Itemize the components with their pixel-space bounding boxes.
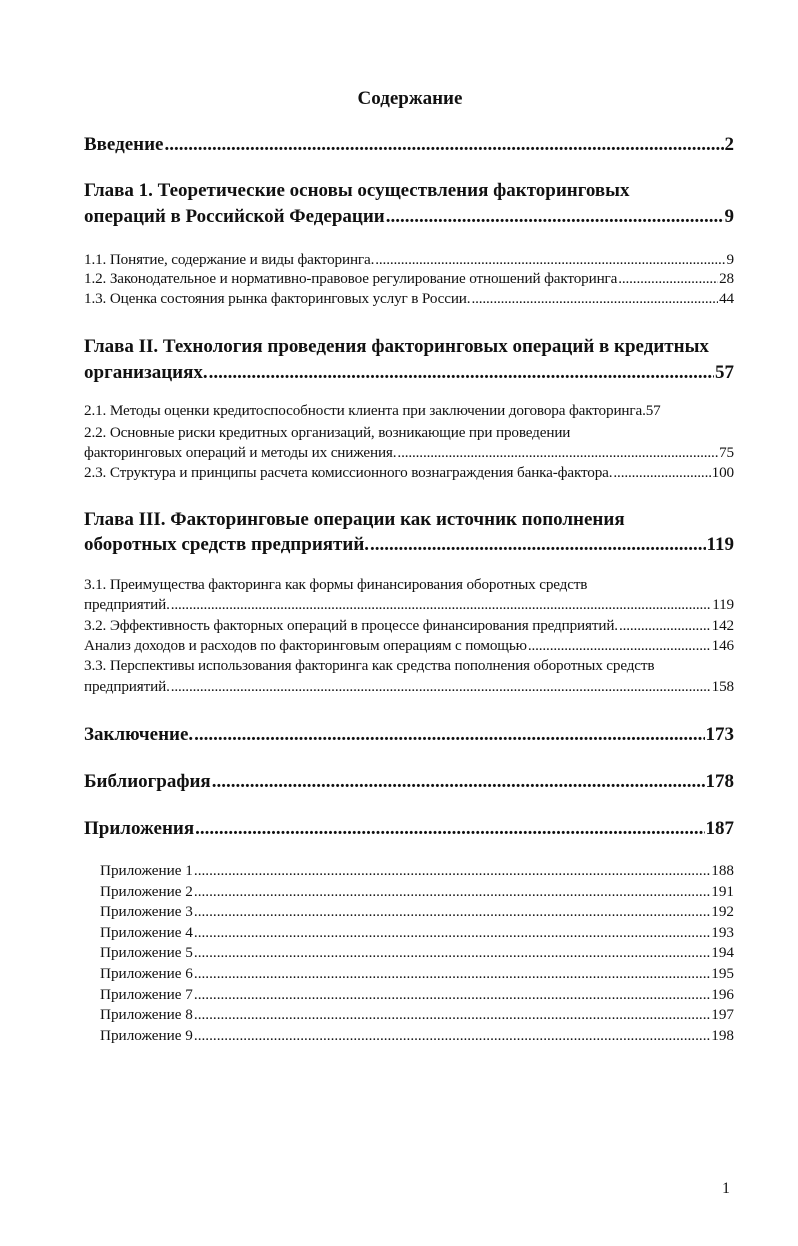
- leader-dots: [619, 617, 711, 635]
- toc-item-2-2[interactable]: [84, 444, 734, 462]
- entry-label: Анализ доходов и расходов по факторинговым операциям с помощью: [84, 637, 527, 654]
- entry-label: Приложение 1: [100, 862, 193, 879]
- toc-item-3-3[interactable]: [84, 678, 734, 696]
- entry-label: Введение: [84, 134, 164, 155]
- leader-dots: [194, 986, 710, 1004]
- entry-page: 119: [712, 596, 734, 613]
- entry-page: 196: [711, 986, 734, 1003]
- page-number: 1: [722, 1180, 730, 1197]
- entry-label: Приложение 5: [100, 944, 193, 961]
- toc-item-1-2[interactable]: [84, 270, 734, 288]
- toc-item-3-1-line1: 3.1. Преимущества факторинга как формы финансирования оборотных средств: [84, 576, 588, 593]
- entry-page: 194: [711, 944, 734, 961]
- toc-item-2-2-line1: 2.2. Основные риски кредитных организаций, возникающие при проведении: [84, 424, 571, 441]
- entry-label: Заключение.: [84, 724, 194, 745]
- toc-intro[interactable]: [84, 134, 734, 156]
- leader-dots: [194, 883, 710, 901]
- leader-dots: [370, 534, 706, 556]
- entry-label: 3.2. Эффективность факторных операций в процессе финансирования предприятий.: [84, 617, 618, 634]
- leader-dots: [471, 290, 718, 308]
- toc-item-3-1[interactable]: [84, 596, 734, 614]
- leader-dots: [613, 464, 710, 482]
- chapter1-title-line1: Глава 1. Теоретические основы осуществления факторинговых: [84, 180, 630, 201]
- entry-label: Приложения: [84, 818, 195, 839]
- entry-page: 197: [711, 1006, 734, 1023]
- leader-dots: [528, 637, 711, 655]
- page-title: Содержание: [357, 88, 463, 109]
- leader-dots: [386, 206, 724, 228]
- entry-label: Приложение 7: [100, 986, 193, 1003]
- entry-page: 75: [719, 444, 734, 461]
- toc-appendix-item[interactable]: [100, 924, 734, 942]
- toc-item-1-3[interactable]: [84, 290, 734, 308]
- toc-chapter1[interactable]: [84, 206, 734, 228]
- chapter2-title-line1: Глава II. Технология проведения факторинговых операций в кредитных: [84, 336, 709, 357]
- leader-dots: [171, 678, 711, 696]
- entry-label: операций в Российской Федерации: [84, 206, 385, 227]
- toc-item-3-2[interactable]: [84, 617, 734, 635]
- entry-label: 2.3. Структура и принципы расчета комиссионного вознаграждения банка-фактора.: [84, 464, 613, 481]
- entry-page: 44: [719, 290, 734, 307]
- leader-dots: [194, 724, 704, 746]
- entry-page: 193: [711, 924, 734, 941]
- leader-dots: [194, 862, 710, 880]
- entry-label: факторинговых операций и методы их снижения.: [84, 444, 397, 461]
- toc-item-2-1[interactable]: [84, 402, 734, 420]
- leader-dots: [194, 1006, 710, 1024]
- leader-dots: [171, 596, 712, 614]
- leader-dots: [194, 924, 710, 942]
- toc-appendix-item[interactable]: [100, 1006, 734, 1024]
- entry-page: 158: [711, 678, 734, 695]
- entry-label: Приложение 2: [100, 883, 193, 900]
- entry-label: Приложение 9: [100, 1027, 193, 1044]
- toc-appendix-item[interactable]: [100, 883, 734, 901]
- entry-page: 100: [711, 464, 734, 481]
- chapter3-title-line1: Глава III. Факторинговые операции как источник пополнения: [84, 509, 625, 530]
- entry-label: Приложение 6: [100, 965, 193, 982]
- toc-item-1-1[interactable]: [84, 251, 734, 269]
- leader-dots: [165, 134, 724, 156]
- toc-chapter3[interactable]: [84, 534, 734, 556]
- entry-page: 146: [711, 637, 734, 654]
- toc-appendix-item[interactable]: [100, 862, 734, 880]
- entry-page: 2: [724, 134, 734, 155]
- leader-dots: [194, 965, 710, 983]
- leader-dots: [618, 270, 718, 288]
- toc-appendix-item[interactable]: [100, 1027, 734, 1045]
- toc-appendix-item[interactable]: [100, 903, 734, 921]
- entry-label: организациях.: [84, 362, 208, 383]
- toc-item-analysis[interactable]: [84, 637, 734, 655]
- entry-label: 1.2. Законодательное и нормативно-правовое регулирование отношений факторинга: [84, 270, 618, 287]
- toc-bibliography[interactable]: [84, 771, 734, 793]
- leader-dots: [375, 251, 725, 269]
- toc-appendix-item[interactable]: [100, 965, 734, 983]
- entry-label: Приложение 8: [100, 1006, 193, 1023]
- toc-chapter2[interactable]: [84, 362, 734, 384]
- leader-dots: [194, 903, 710, 921]
- entry-page: 195: [711, 965, 734, 982]
- entry-label: 1.3. Оценка состояния рынка факторинговых услуг в России.: [84, 290, 471, 307]
- leader-dots: [194, 1027, 710, 1045]
- leader-dots: [194, 944, 710, 962]
- entry-label: оборотных средств предприятий.: [84, 534, 370, 555]
- entry-label: Библиография: [84, 771, 211, 792]
- entry-page: 9: [726, 251, 734, 268]
- entry-page: 119: [706, 534, 734, 555]
- toc-appendix-item[interactable]: [100, 986, 734, 1004]
- entry-page: 187: [705, 818, 734, 839]
- entry-page: 178: [705, 771, 734, 792]
- entry-label: Приложение 4: [100, 924, 193, 941]
- entry-label: 2.1. Методы оценки кредитоспособности клиента при заключении договора факторинга.: [84, 402, 646, 419]
- toc-item-3-3-line1: 3.3. Перспективы использования факторинга как средства пополнения оборотных средств: [84, 657, 655, 674]
- entry-page: 57: [645, 402, 661, 419]
- leader-dots: [209, 362, 714, 384]
- entry-label: 1.1. Понятие, содержание и виды факторинга.: [84, 251, 375, 268]
- entry-label: предприятий.: [84, 596, 170, 613]
- toc-item-2-3[interactable]: [84, 464, 734, 482]
- toc-appendices[interactable]: [84, 818, 734, 840]
- toc-conclusion[interactable]: [84, 724, 734, 746]
- toc-appendix-item[interactable]: [100, 944, 734, 962]
- entry-page: 173: [705, 724, 734, 745]
- entry-page: 142: [711, 617, 734, 634]
- entry-page: 192: [711, 903, 734, 920]
- entry-page: 191: [711, 883, 734, 900]
- entry-page: 198: [711, 1027, 734, 1044]
- leader-dots: [195, 818, 704, 840]
- entry-label: Приложение 3: [100, 903, 193, 920]
- entry-label: предприятий.: [84, 678, 170, 695]
- entry-page: 28: [719, 270, 734, 287]
- leader-dots: [397, 444, 718, 462]
- leader-dots: [212, 771, 705, 793]
- entry-page: 57: [715, 362, 734, 383]
- entry-page: 9: [724, 206, 734, 227]
- entry-page: 188: [711, 862, 734, 879]
